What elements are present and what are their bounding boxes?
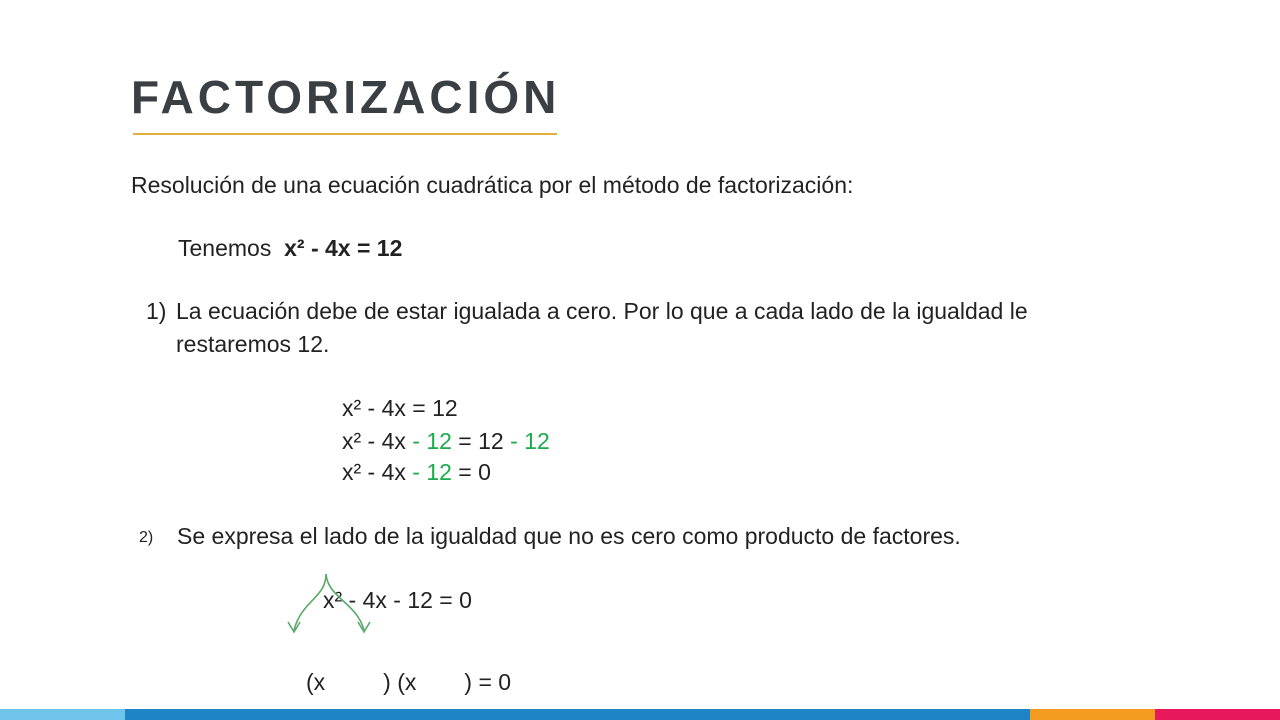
step1-number: 1) — [146, 298, 167, 324]
footer-color-bar — [0, 709, 1280, 720]
factor-equation: x² - 4x - 12 = 0 — [323, 587, 472, 613]
slide-title: FACTORIZACIÓN — [131, 71, 561, 123]
title-underline — [133, 133, 557, 135]
equation-3-subtract: - 12 — [412, 459, 452, 485]
equation-2-rhs: = 12 — [451, 428, 511, 454]
equation-1: x² - 4x = 12 — [342, 395, 458, 421]
footer-bar-blue — [125, 709, 1030, 720]
split-arrows-icon — [280, 568, 380, 638]
step2-number: 2) — [139, 529, 154, 546]
footer-bar-light-blue — [0, 709, 125, 720]
equation-2-lhs: x² - 4x — [342, 428, 413, 454]
footer-bar-orange — [1030, 709, 1155, 720]
equation-2-subtract-left: - 12 — [412, 428, 452, 454]
factor-close-2: ) = 0 — [464, 669, 512, 695]
factor-template — [306, 667, 511, 697]
step1-line2: restaremos 12. — [176, 331, 330, 357]
step2-text: Se expresa el lado de la igualdad que no es cero como producto de factores. — [177, 523, 961, 549]
given-label: Tenemos — [178, 235, 272, 261]
factor-open-1: (x — [306, 669, 326, 695]
footer-bar-pink — [1155, 709, 1280, 720]
equation-2 — [342, 426, 550, 456]
equation-3-rhs: = 0 — [451, 459, 491, 485]
factor-close-1-open-2: ) (x — [383, 669, 417, 695]
intro-text: Resolución de una ecuación cuadrática por el método de factorización: — [131, 172, 854, 198]
given-equation: x² - 4x = 12 — [284, 235, 403, 261]
equation-2-subtract-right: - 12 — [510, 428, 550, 454]
step1-line1: La ecuación debe de estar igualada a cero. Por lo que a cada lado de la igualdad le — [176, 298, 1028, 324]
equation-3-lhs: x² - 4x — [342, 459, 413, 485]
equation-3 — [342, 457, 491, 487]
given-line — [178, 233, 402, 263]
